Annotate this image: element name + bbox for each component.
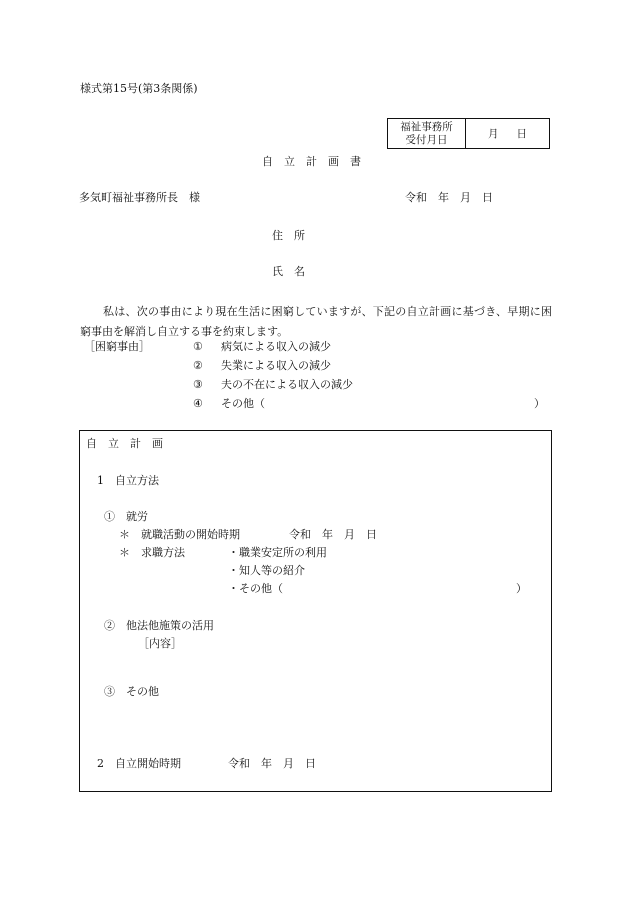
reason-number: ② [193, 359, 203, 372]
reason-text: 夫の不在による収入の減少 [221, 378, 353, 391]
reason-text: 失業による収入の減少 [221, 359, 331, 372]
method-other-close-paren: ） [516, 582, 527, 595]
reason-label: ［困窮事由］ [84, 340, 150, 353]
document-title: 自 立 計 画 書 [262, 155, 361, 168]
reason-text: その他（ [221, 397, 265, 410]
address-label: 住 所 [272, 229, 305, 242]
reason-text: 病気による収入の減少 [221, 340, 331, 353]
reason-number: ③ [193, 378, 203, 391]
plan-section-start: 2 自立開始時期 [97, 757, 181, 770]
name-label: 氏 名 [272, 265, 305, 278]
form-number: 様式第15号(第3条関係) [80, 82, 198, 95]
reception-label-line2: 受付月日 [405, 133, 448, 146]
method-other[interactable]: ・その他（ [228, 582, 283, 595]
reception-label [388, 119, 466, 148]
addressee: 多気町福祉事務所長 様 [79, 191, 200, 204]
reception-label-line1: 福祉事務所 [400, 120, 453, 133]
reception-date-box [387, 118, 550, 149]
job-search-start-label: ＊ 就職活動の開始時期 [119, 528, 240, 541]
method-employment-office[interactable]: ・職業安定所の利用 [228, 546, 327, 559]
self-reliance-plan-box [79, 430, 552, 792]
job-search-method-label: ＊ 求職方法 [119, 546, 185, 559]
reception-day-label: 日 [516, 128, 527, 140]
reception-month-label: 月 [488, 128, 499, 140]
self-reliance-start-date[interactable]: 令和 年 月 日 [228, 757, 316, 770]
reason-item-other[interactable] [193, 398, 265, 409]
reason-item-unemployment[interactable] [193, 360, 331, 371]
reason-item-illness[interactable] [193, 341, 331, 352]
reason-number: ① [193, 340, 203, 353]
reason-other-close-paren: ） [534, 397, 545, 410]
reception-date-field[interactable] [466, 119, 549, 148]
reason-number: ④ [193, 397, 203, 410]
method-acquaintance[interactable]: ・知人等の紹介 [228, 564, 305, 577]
submission-date[interactable]: 令和 年 月 日 [405, 191, 493, 204]
other-law-content-label: ［内容］ [138, 637, 182, 650]
reason-item-husband-absent[interactable] [193, 379, 353, 390]
other-law-heading: ② 他法他施策の活用 [104, 619, 214, 632]
job-search-start-date[interactable]: 令和 年 月 日 [289, 528, 377, 541]
plan-heading: 自 立 計 画 [86, 437, 163, 450]
plan-section-method: 1 自立方法 [97, 474, 159, 487]
plan-other-heading: ③ その他 [104, 685, 159, 698]
employment-heading: ① 就労 [104, 510, 148, 523]
pledge-text: 私は、次の事由により現在生活に困窮していますが、下記の自立計画に基づき、早期に困窮事由を解消し自立する事を約束します。 [80, 305, 552, 338]
